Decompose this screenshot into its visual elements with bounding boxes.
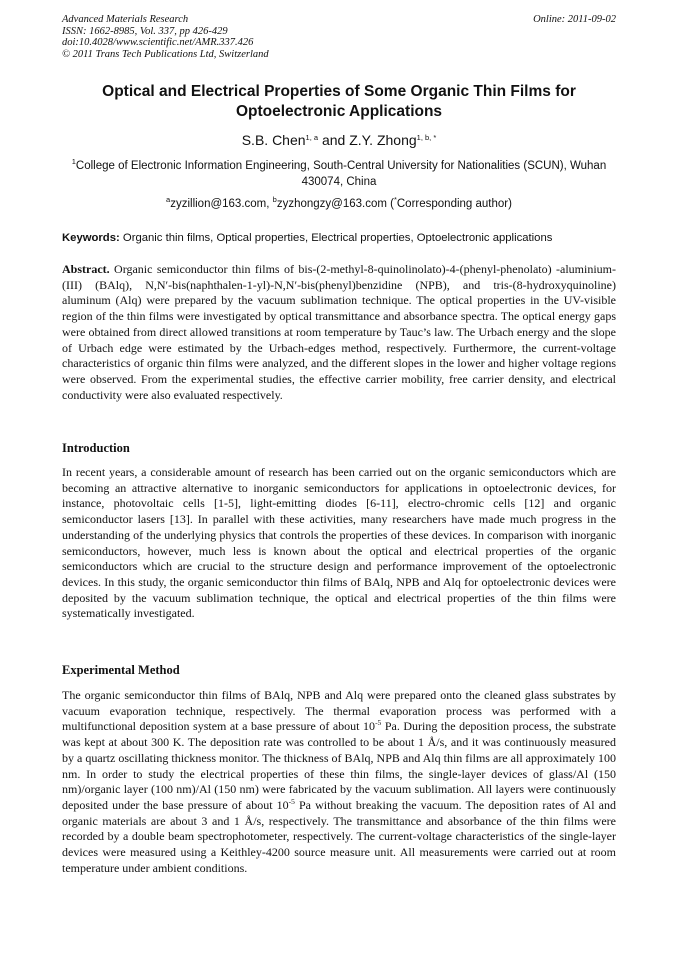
experimental-text-2: Pa. During the deposition process, the substrate was kept at about 300 K. The deposition rate was controlled to be about 1 Å/s, and it was continuously measured by a quartz oscillating thickness monitor. The thickness of BAlq, NPB and Alq thin films are all approximately 100 nm. In order to study the electrical properties of these thin films, the single-layer devices of glass/Al (150 nm)/organic layer (100 nm)/Al (150 nm) were fabricated by the vacuum sublimation. All layers were continuously deposited under the base pressure of about 10 (62, 719, 616, 812)
email-b: zyzhongzy@163.com ( (276, 198, 394, 210)
affiliation (62, 158, 616, 190)
journal-doi: doi:10.4028/www.scientific.net/AMR.337.426 (62, 37, 254, 48)
online-date: Online: 2011-09-02 (533, 14, 616, 25)
introduction-heading: Introduction (62, 441, 130, 455)
experimental-heading: Experimental Method (62, 663, 180, 677)
keywords-text: Organic thin films, Optical properties, Electrical properties, Optoelectronic applications (119, 232, 553, 244)
author-conjunction: and (318, 132, 350, 148)
abstract-label: Abstract. (62, 262, 110, 276)
keywords (62, 230, 622, 246)
pressure-exponent-1: -5 (375, 718, 382, 728)
keywords-label: Keywords: (62, 232, 120, 244)
affiliation-marker: 1 (71, 157, 76, 166)
corresponding-note: Corresponding author) (396, 198, 512, 210)
experimental-text-1: The organic semiconductor thin films of BAlq, NPB and Alq were prepared onto the cleaned glass substrates by vacuum evaporation technique, respectively. The thermal evaporation process was performed with a multifunctional deposition system at a base pressure of about 10 (62, 688, 616, 734)
affiliation-text: College of Electronic Information Engineering, South-Central University for Nationalities (SCUN), Wuhan 430074, China (75, 160, 607, 188)
paper-title: Optical and Electrical Properties of Some Organic Thin Films for Optoelectronic Applications (102, 83, 576, 120)
email-a-marker: a (166, 195, 171, 204)
email-line (62, 196, 616, 212)
pressure-exponent-2: -5 (288, 796, 295, 806)
journal-issn: ISSN: 1662-8985, Vol. 337, pp 426-429 (62, 25, 228, 37)
experimental-text-3: Pa without breaking the vacuum. The deposition rates of Al and organic materials are about 3 and 1 Å/s, respectively. The transmittance and absorbance of the thin films were recorded by a double beam spectrophotometer, respectively. The current-voltage characteristics of the single-layer devices were measured using a Keithley-4200 source measure unit. All measurements were carried out at room temperature under ambient conditions. (62, 797, 617, 875)
experimental-text (62, 688, 616, 876)
abstract-text: Organic semiconductor thin films of bis-(2-methyl-8-quinolinolato)-4-(phenyl-phenolato) -aluminium-(III) (BAlq), N,N′-bis(naphthalen-1-yl)-N,N′-bis(phenyl)benzidine (NPB), and tris-(8-hydroxyquinoline) aluminum (Alq) were prepared by the vacuum sublimation technique. The optical properties in the UV-visible region of the thin films were investigated by optical transmittance and absorbance spectra. The optical energy gaps were obtained from direct allowed transitions at room temperature by Tauc’s law. The Urbach energy and the slope of Urbach edge were estimated by the Urbach-edges method, respectively. Furthermore, the current-voltage characteristics of organic thin films were analyzed, and the different slopes in the lower and higher voltage regions were observed. From the experimental studies, the effective carrier mobility, free carrier density, and electrical conductivity were also evaluated respectively. (62, 262, 616, 402)
email-a: zyzillion@163.com, (170, 198, 273, 210)
author-2-affiliation: 1, b, * (416, 133, 437, 142)
author-2: Z.Y. Zhong (349, 132, 417, 148)
journal-name: Advanced Materials Research (62, 14, 189, 25)
email-b-marker: b (272, 195, 277, 204)
abstract (62, 262, 616, 403)
journal-copyright: © 2011 Trans Tech Publications Ltd, Switzerland (62, 48, 269, 60)
journal-header (62, 14, 616, 60)
author-1-affiliation: 1, a (305, 133, 319, 142)
introduction-text: In recent years, a considerable amount of research has been carried out on the organic semiconductors which are becoming an attractive alternative to inorganic semiconductors for applications in optoelectronic devices, for instance, photovoltaic cells [1-5], light-emitting diodes [6-11], electro-chromic cells [12] and organic semiconductor lasers [13]. In parallel with these activities, many researchers have made much progress in the understanding of the underlying physics that controls the properties of these devices. In comparison with inorganic semiconductors, however, much less is known about the optical and electrical properties of the organic semiconductors which are crucial to the structure design and performance improvement of the optoelectronic devices. In this study, the organic semiconductor thin films of BAlq, NPB and Alq for optoelectronic devices were deposited by the vacuum sublimation technique, the optical and electrical properties of the thin films were systematically investigated. (62, 465, 616, 621)
author-1: S.B. Chen (241, 132, 306, 148)
author-line (62, 131, 616, 149)
corresponding-marker: * (393, 195, 397, 204)
